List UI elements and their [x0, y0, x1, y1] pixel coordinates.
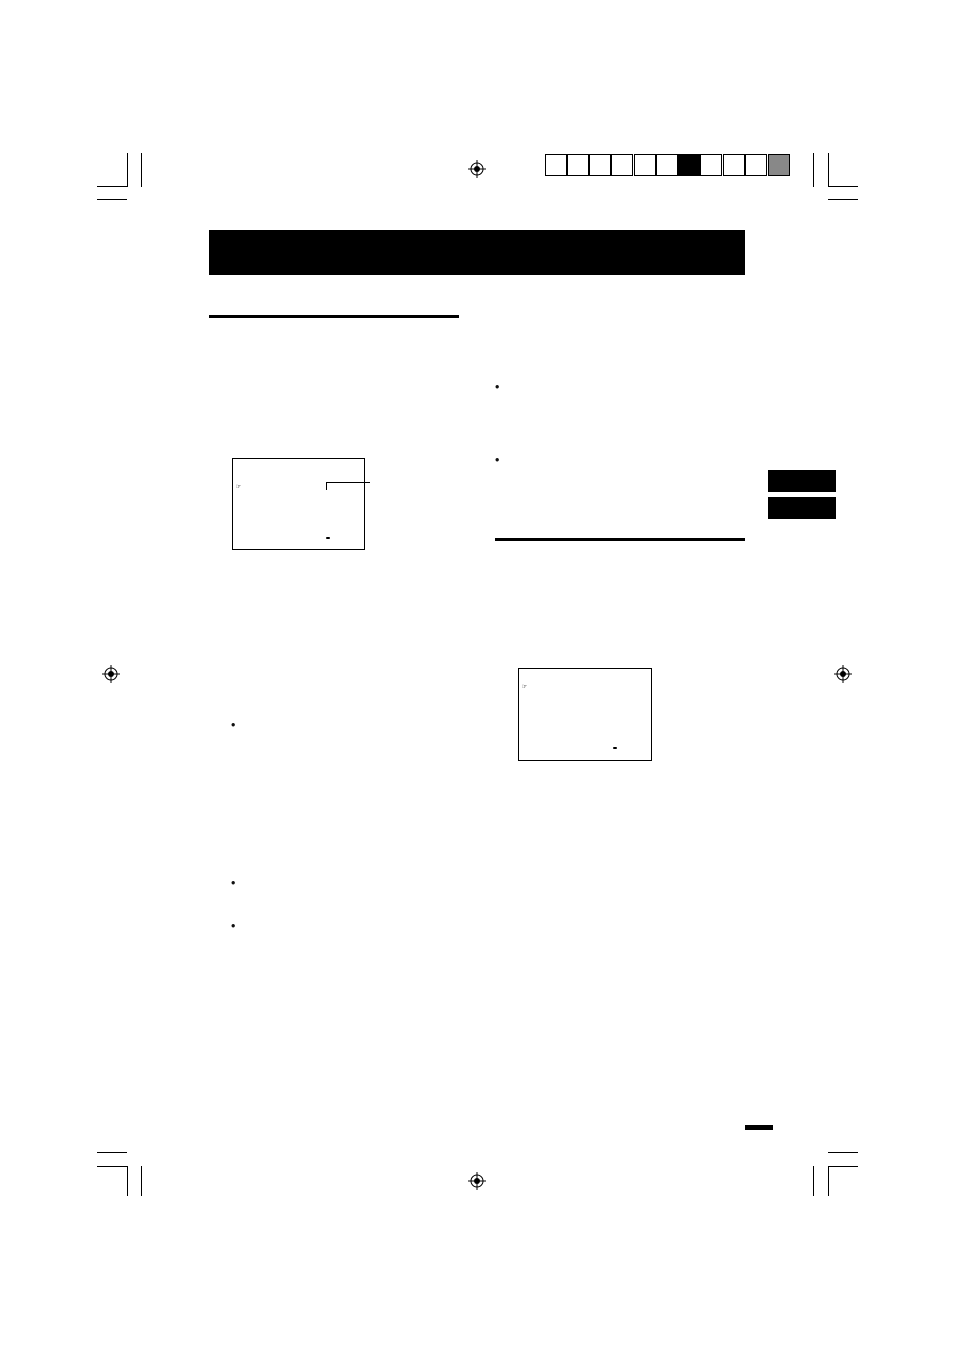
input-menu-screen: [518, 668, 652, 761]
page-number-bar: [745, 1125, 773, 1130]
callout-line: [326, 482, 370, 483]
pointer-hand-icon: ☞: [236, 482, 241, 491]
page-title-bar: [209, 230, 745, 275]
registration-mark-icon: [468, 1172, 486, 1190]
on-timer-menu-screen: [232, 458, 365, 550]
display-button-label: [326, 537, 330, 539]
crop-mark: [97, 1166, 127, 1167]
crop-mark: [127, 1166, 128, 1196]
bullet-marker: •: [495, 453, 500, 467]
crop-mark: [813, 153, 814, 187]
bullet-marker: •: [231, 919, 236, 933]
callout-line: [326, 482, 327, 490]
bullet-marker: •: [231, 876, 236, 890]
bullet-marker: •: [495, 380, 500, 394]
crop-mark: [828, 186, 858, 187]
section-rule: [209, 315, 459, 318]
display-button-label: [613, 747, 617, 749]
crop-mark: [828, 1166, 829, 1196]
crop-mark: [828, 153, 829, 187]
registration-mark-icon: [834, 665, 852, 683]
crop-mark: [97, 199, 127, 200]
pointer-hand-icon: ☞: [522, 682, 527, 691]
crop-mark: [97, 1152, 127, 1153]
registration-mark-icon: [468, 160, 486, 178]
section-tab: [768, 497, 836, 519]
crop-mark: [141, 1166, 142, 1196]
crop-mark: [127, 153, 128, 187]
section-tab: [768, 470, 836, 492]
crop-mark: [97, 186, 127, 187]
section-rule: [495, 538, 745, 541]
crop-mark: [828, 1166, 858, 1167]
crop-mark: [828, 199, 858, 200]
bullet-marker: •: [231, 718, 236, 732]
registration-mark-icon: [102, 665, 120, 683]
crop-mark: [141, 153, 142, 187]
crop-mark: [813, 1166, 814, 1196]
crop-mark: [828, 1152, 858, 1153]
